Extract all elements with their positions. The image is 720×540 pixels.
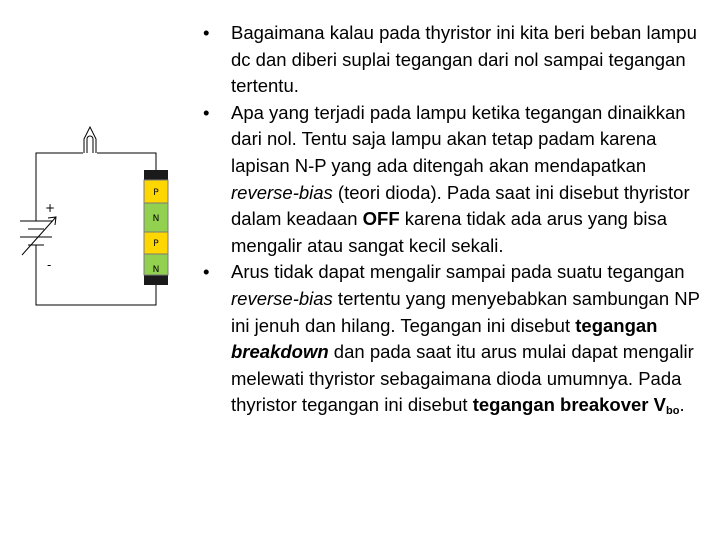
explanation-text	[202, 20, 702, 419]
bullet-3-term-tegangan: tegangan	[575, 314, 658, 336]
battery-plus-sign: +	[45, 201, 56, 215]
bullet-item-3	[202, 259, 702, 419]
bullet-3-text-b: tertentu yang menyebabkan sambungan NP ini jenuh dan hilang. Tegangan ini disebut	[231, 287, 700, 336]
bullet-2-text-c: karena tidak ada arus yang bisa mengalir atau sangat kecil sekali.	[231, 208, 668, 256]
bullet-1-text: Bagaimana kalau pada thyristor ini kita beri beban lampu dc dan diberi suplai tegangan dari nol sampai tegangan tertentu.	[231, 22, 697, 97]
bullet-2-text-a: Apa yang terjadi pada lampu ketika tegangan dinaikkan dari nol. Tentu saja lampu akan tetap padam karena lapisan N-P yang ada ditengah akan mendapatkan	[231, 101, 686, 176]
layer-label-p1: P	[153, 188, 159, 198]
bullet-2-text-b: (teori dioda). Pada saat ini disebut thyristor dalam keadaan	[231, 181, 690, 230]
layer-label-n1: N	[152, 214, 160, 224]
bullet-item-2	[202, 100, 702, 260]
bullet-3-term-breakdown: breakdown	[231, 341, 329, 363]
bullet-2-term-reverse-bias: reverse-bias	[231, 181, 333, 203]
bullet-3-term-breakover	[472, 394, 680, 418]
thyristor-bottom-terminal	[144, 275, 168, 285]
layer-label-n2: N	[152, 265, 160, 275]
bullet-marker: •	[203, 101, 210, 123]
thyristor-top-terminal	[144, 170, 168, 180]
layer-label-p2: P	[153, 239, 159, 249]
bullet-3-term-reverse-bias: reverse-bias	[231, 287, 333, 309]
thyristor-layers	[144, 180, 168, 275]
bullet-item-1	[202, 20, 702, 100]
battery-minus-sign: -	[47, 258, 52, 272]
bullet-marker: •	[203, 22, 210, 43]
circuit-wires	[36, 153, 156, 305]
bullet-3-term-breakover-sub: bo	[665, 405, 680, 418]
bullet-3-text-c: dan pada saat itu arus mulai dapat mengalir melewati thyristor sebagaimana dioda umumnya. Pada thyristor tegangan ini disebut	[231, 341, 694, 416]
bullet-3-term-breakover-text: tegangan breakover V	[472, 394, 666, 416]
lamp-symbol	[84, 127, 96, 153]
bullet-2-term-off: OFF	[362, 208, 400, 230]
bullet-marker: •	[203, 261, 210, 283]
thyristor-circuit-diagram	[0, 0, 200, 320]
bullet-list	[202, 20, 702, 419]
bullet-3-text-a: Arus tidak dapat mengalir sampai pada suatu tegangan	[231, 261, 685, 283]
bullet-3-text-d: .	[679, 394, 685, 416]
